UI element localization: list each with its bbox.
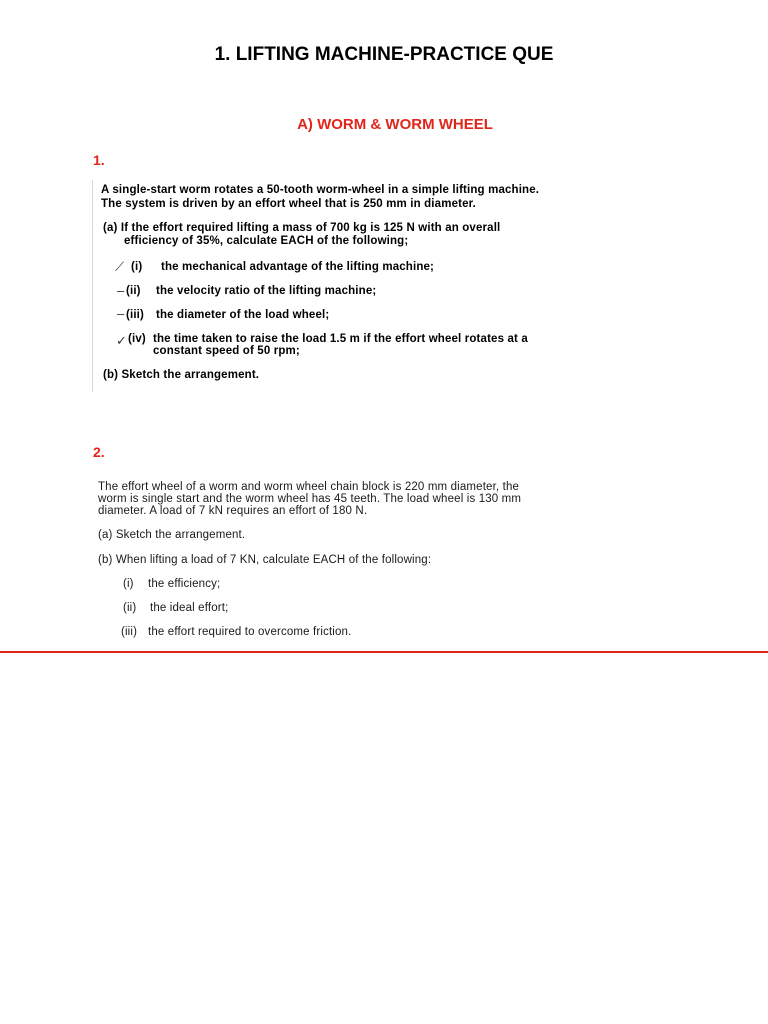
section-divider (0, 651, 768, 653)
q2-item-ii (123, 602, 228, 615)
q1-item-iii-text: the diameter of the load wheel; (156, 309, 330, 321)
check-mark-icon: ✓ (116, 333, 127, 348)
dash-mark-icon: – (117, 283, 125, 298)
q1-intro-line-2: The system is driven by an effort wheel that is 250 mm in diameter. (101, 198, 476, 210)
q1-part-a-line-1: (a) If the effort required lifting a mass of 700 kg is 125 N with an overall (103, 222, 501, 234)
question-2-number: 2. (93, 444, 105, 460)
q1-item-i-number: (i) (131, 261, 143, 273)
scan-edge-line (92, 180, 93, 392)
q1-item-iv-number: (iv) (128, 333, 146, 345)
question-1-number: 1. (93, 152, 105, 168)
q1-item-iv-continuation: constant speed of 50 rpm; (153, 345, 300, 357)
q1-intro-line-1: A single-start worm rotates a 50-tooth worm-wheel in a simple lifting machine. (101, 184, 540, 196)
q1-item-ii-number: (ii) (126, 285, 141, 297)
q2-item-iii (121, 626, 351, 639)
q2-intro-line-2: worm is single start and the worm wheel has 45 teeth. The load wheel is 130 mm (98, 493, 522, 505)
q2-item-iii-text: the effort required to overcome friction. (148, 626, 352, 638)
section-heading: A) WORM & WORM WHEEL (297, 116, 493, 133)
q1-item-iii (126, 309, 329, 322)
q2-part-a: (a) Sketch the arrangement. (98, 529, 246, 541)
q2-intro-line-3: diameter. A load of 7 kN requires an effort of 180 N. (98, 505, 368, 517)
q2-item-i-text: the efficiency; (148, 578, 221, 590)
q2-intro-line-1: The effort wheel of a worm and worm wheel chain block is 220 mm diameter, the (98, 481, 520, 493)
q2-part-b: (b) When lifting a load of 7 KN, calculate EACH of the following: (98, 554, 432, 566)
q2-item-i (123, 578, 220, 591)
q1-item-ii (126, 285, 376, 298)
page-title: 1. LIFTING MACHINE-PRACTICE QUE (214, 44, 554, 65)
q1-item-i (131, 261, 434, 274)
q2-item-iii-number: (iii) (121, 626, 138, 638)
q2-item-ii-number: (ii) (123, 602, 137, 614)
check-mark-icon: ⟋ (115, 259, 125, 274)
q1-item-iii-number: (iii) (126, 309, 144, 321)
dash-mark-icon: – (117, 306, 125, 321)
q1-item-ii-text: the velocity ratio of the lifting machine; (156, 285, 377, 297)
q1-item-iv-text: the time taken to raise the load 1.5 m if the effort wheel rotates at a (153, 333, 528, 345)
q2-item-i-number: (i) (123, 578, 134, 590)
q1-part-a-line-2: efficiency of 35%, calculate EACH of the following; (124, 235, 409, 247)
q2-item-ii-text: the ideal effort; (150, 602, 229, 614)
q1-item-i-text: the mechanical advantage of the lifting machine; (161, 261, 435, 273)
q1-part-b: (b) Sketch the arrangement. (103, 369, 260, 381)
